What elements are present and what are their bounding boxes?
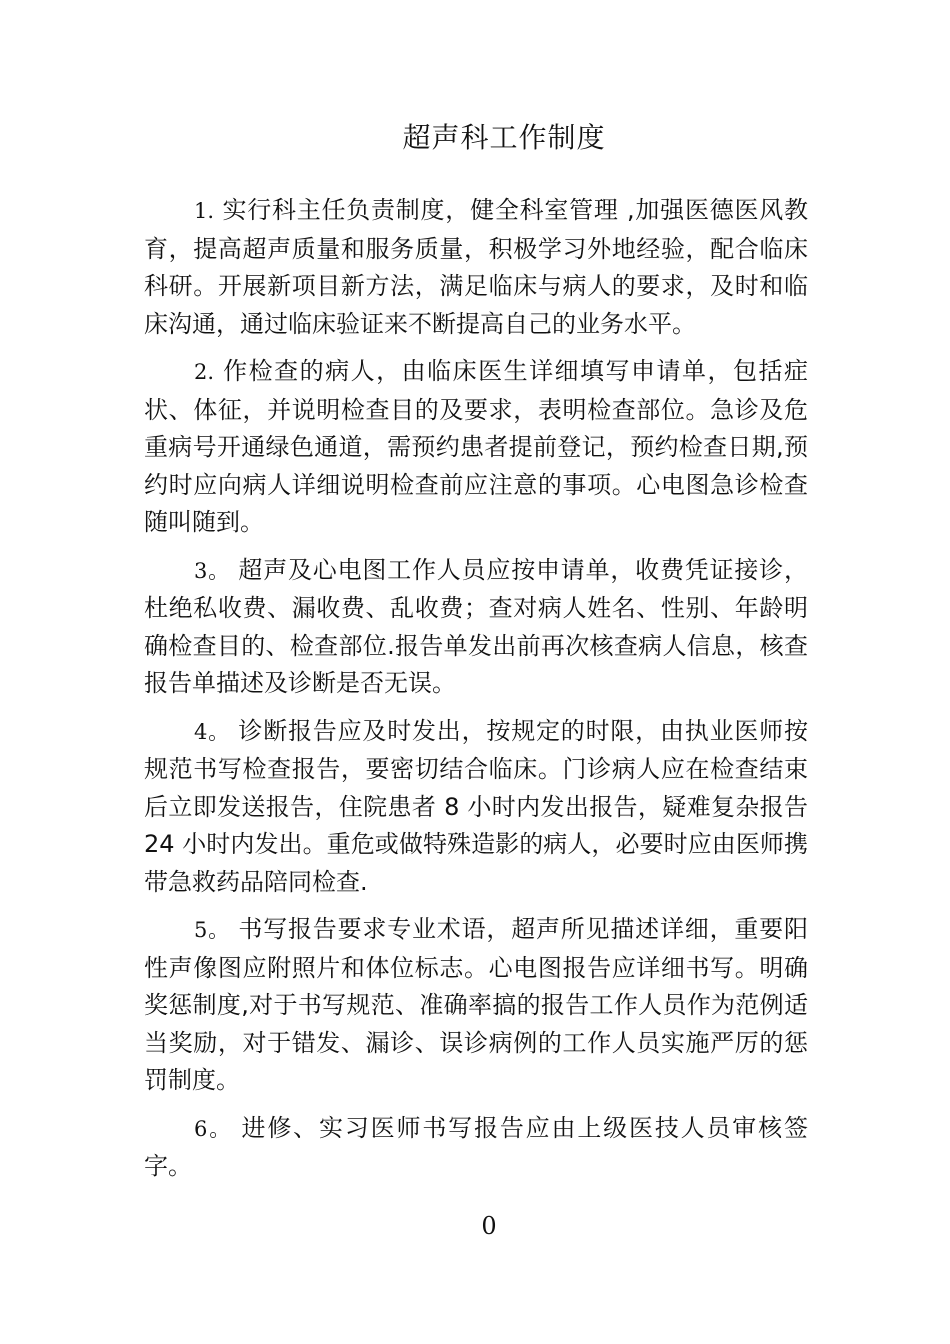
paragraph-text: 书写报告要求专业术语，超声所见描述详细，重要阳性声像图应附照片和体位标志。心电图报告应详细书写。明确奖惩制度,对于书写规范、准确率搞的报告工作人员作为范例适当奖励，对于错发、漏诊、误诊病例的工作人员实施严厉的惩罚制度。 — [144, 915, 808, 1094]
paragraph-2 — [144, 353, 808, 542]
paragraph-number: 3。 — [194, 558, 230, 583]
paragraph-text: 诊断报告应及时发出，按规定的时限，由执业医师按规范书写检查报告，要密切结合临床。门诊病人应在检查结束后立即发送报告，住院患者 8 小时内发出报告，疑难复杂报告 24 小时内发出。重危或做特殊造影的病人，必要时应由医师携带急救药品陪同检查. — [144, 716, 808, 896]
page-number: 0 — [481, 1212, 497, 1240]
paragraph-5 — [144, 911, 808, 1100]
paragraph-4 — [144, 713, 808, 902]
paragraph-number: 1. — [194, 199, 215, 223]
paragraph-6 — [144, 1110, 808, 1186]
paragraph-number: 2. — [194, 360, 215, 384]
paragraph-text: 实行科主任负责制度，健全科室管理 ,加强医德医风教育，提高超声质量和服务质量，积极学习外地经验，配合临床科研。开展新项目新方法，满足临床与病人的要求，及时和临床沟通，通过临床验证来不断提高自己的业务水平。 — [144, 196, 808, 338]
paragraph-number: 4。 — [194, 719, 230, 744]
paragraph-3 — [144, 552, 808, 703]
paragraph-number: 6。 — [194, 1116, 233, 1141]
paragraph-number: 5。 — [194, 918, 230, 942]
paragraph-text: 超声及心电图工作人员应按申请单，收费凭证接诊，杜绝私收费、漏收费、乱收费；查对病人姓名、性别、年龄明确检查目的、检查部位.报告单发出前再次核查病人信息，核查报告单描述及诊断是否无误。 — [144, 555, 808, 697]
document-body — [144, 192, 808, 1196]
paragraph-text: 作检查的病人，由临床医生详细填写申请单，包括症状、体征，并说明检查目的及要求，表明检查部位。急诊及危重病号开通绿色通道，需预约患者提前登记，预约检查日期,预约时应向病人详细说明检查前应注意的事项。心电图急诊检查随叫随到。 — [144, 357, 808, 536]
paragraph-1 — [144, 192, 808, 343]
document-title: 超声科工作制度 — [402, 121, 606, 154]
paragraph-text: 进修、实习医师书写报告应由上级医技人员审核签字。 — [144, 1113, 808, 1180]
